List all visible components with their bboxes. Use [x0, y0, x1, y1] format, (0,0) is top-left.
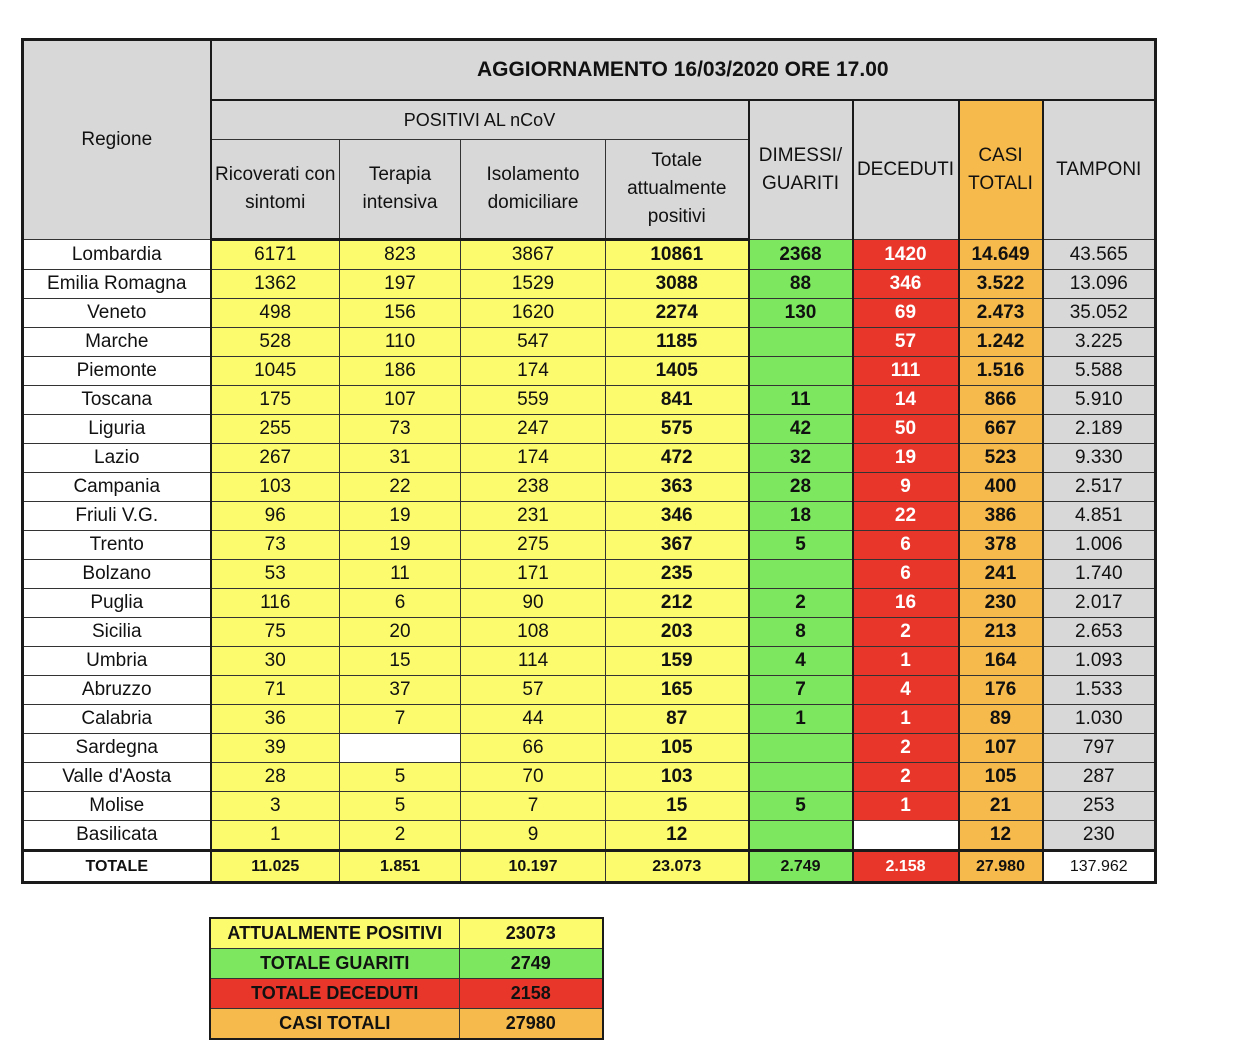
total-isolamento: 10.197 — [461, 851, 606, 883]
region-name: Marche — [23, 328, 211, 357]
isolamento-cell: 3867 — [461, 240, 606, 270]
dimessi-cell: 88 — [749, 270, 853, 299]
ricoverati-cell: 1362 — [211, 270, 340, 299]
totale-positivi-cell: 103 — [606, 763, 749, 792]
tamponi-cell: 5.910 — [1043, 386, 1156, 415]
terapia-header: Terapia intensiva — [340, 140, 461, 240]
update-title: AGGIORNAMENTO 16/03/2020 ORE 17.00 — [211, 40, 1156, 101]
ricoverati-cell: 53 — [211, 560, 340, 589]
totale-positivi-cell: 2274 — [606, 299, 749, 328]
table-row — [23, 676, 1156, 705]
deceduti-cell: 22 — [853, 502, 959, 531]
deceduti-cell — [853, 821, 959, 851]
terapia-cell: 19 — [340, 531, 461, 560]
isolamento-cell: 70 — [461, 763, 606, 792]
dimessi-cell: 7 — [749, 676, 853, 705]
summary-row-guariti — [210, 949, 603, 979]
tamponi-cell: 1.030 — [1043, 705, 1156, 734]
totals-row — [23, 851, 1156, 883]
terapia-cell: 15 — [340, 647, 461, 676]
terapia-cell: 156 — [340, 299, 461, 328]
tamponi-cell: 4.851 — [1043, 502, 1156, 531]
ricoverati-cell: 6171 — [211, 240, 340, 270]
ricoverati-cell: 3 — [211, 792, 340, 821]
tamponi-cell: 1.006 — [1043, 531, 1156, 560]
totale-positivi-cell: 105 — [606, 734, 749, 763]
dimessi-cell: 28 — [749, 473, 853, 502]
dimessi-cell — [749, 357, 853, 386]
table-row — [23, 734, 1156, 763]
terapia-cell: 20 — [340, 618, 461, 647]
region-name: Umbria — [23, 647, 211, 676]
totale-positivi-cell: 10861 — [606, 240, 749, 270]
deceduti-cell: 69 — [853, 299, 959, 328]
deceduti-cell: 4 — [853, 676, 959, 705]
ricoverati-cell: 255 — [211, 415, 340, 444]
tamponi-cell: 1.093 — [1043, 647, 1156, 676]
region-name: Veneto — [23, 299, 211, 328]
dimessi-cell: 2 — [749, 589, 853, 618]
dimessi-cell: 18 — [749, 502, 853, 531]
table-row — [23, 444, 1156, 473]
isolamento-cell: 547 — [461, 328, 606, 357]
ricoverati-cell: 96 — [211, 502, 340, 531]
table-row — [23, 240, 1156, 270]
dimessi-cell: 42 — [749, 415, 853, 444]
deceduti-cell: 57 — [853, 328, 959, 357]
totale-positivi-cell: 87 — [606, 705, 749, 734]
ricoverati-cell: 498 — [211, 299, 340, 328]
region-name: Liguria — [23, 415, 211, 444]
totale-positivi-cell: 841 — [606, 386, 749, 415]
isolamento-cell: 1529 — [461, 270, 606, 299]
ricoverati-cell: 36 — [211, 705, 340, 734]
summary-label: ATTUALMENTE POSITIVI — [210, 918, 459, 949]
covid-regional-table — [21, 38, 1157, 884]
total-ricoverati: 11.025 — [211, 851, 340, 883]
region-name: Sicilia — [23, 618, 211, 647]
deceduti-cell: 14 — [853, 386, 959, 415]
table-row — [23, 792, 1156, 821]
isolamento-cell: 9 — [461, 821, 606, 851]
table-row — [23, 647, 1156, 676]
tamponi-cell: 253 — [1043, 792, 1156, 821]
terapia-cell: 110 — [340, 328, 461, 357]
tamponi-cell: 2.189 — [1043, 415, 1156, 444]
isolamento-cell: 114 — [461, 647, 606, 676]
table-row — [23, 357, 1156, 386]
table-row — [23, 560, 1156, 589]
terapia-cell: 31 — [340, 444, 461, 473]
table-row — [23, 473, 1156, 502]
summary-table — [209, 917, 604, 1040]
terapia-cell: 107 — [340, 386, 461, 415]
casi-totali-cell: 1.516 — [959, 357, 1043, 386]
casi-totali-cell: 230 — [959, 589, 1043, 618]
ricoverati-cell: 39 — [211, 734, 340, 763]
tamponi-cell: 797 — [1043, 734, 1156, 763]
tamponi-cell: 5.588 — [1043, 357, 1156, 386]
dimessi-cell — [749, 328, 853, 357]
dimessi-cell: 4 — [749, 647, 853, 676]
region-name: Sardegna — [23, 734, 211, 763]
region-name: Puglia — [23, 589, 211, 618]
tamponi-cell: 35.052 — [1043, 299, 1156, 328]
ricoverati-cell: 30 — [211, 647, 340, 676]
terapia-cell: 5 — [340, 792, 461, 821]
summary-row-deceduti — [210, 979, 603, 1009]
casi-totali-cell: 107 — [959, 734, 1043, 763]
isolamento-cell: 174 — [461, 444, 606, 473]
isolamento-cell: 231 — [461, 502, 606, 531]
region-name: Toscana — [23, 386, 211, 415]
table-row — [23, 821, 1156, 851]
region-name: Abruzzo — [23, 676, 211, 705]
dimessi-cell: 5 — [749, 792, 853, 821]
terapia-cell: 186 — [340, 357, 461, 386]
isolamento-cell: 44 — [461, 705, 606, 734]
isolamento-header: Isolamento domiciliare — [461, 140, 606, 240]
terapia-cell: 19 — [340, 502, 461, 531]
total-tamponi: 137.962 — [1043, 851, 1156, 883]
totals-label: TOTALE — [23, 851, 211, 883]
totale-positivi-cell: 1405 — [606, 357, 749, 386]
ricoverati-cell: 103 — [211, 473, 340, 502]
deceduti-cell: 111 — [853, 357, 959, 386]
casi-totali-cell: 14.649 — [959, 240, 1043, 270]
tamponi-cell: 43.565 — [1043, 240, 1156, 270]
regione-header: Regione — [23, 40, 211, 240]
terapia-cell: 7 — [340, 705, 461, 734]
ricoverati-cell: 1045 — [211, 357, 340, 386]
isolamento-cell: 108 — [461, 618, 606, 647]
tamponi-cell: 1.740 — [1043, 560, 1156, 589]
ricoverati-cell: 267 — [211, 444, 340, 473]
totale-positivi-cell: 346 — [606, 502, 749, 531]
deceduti-cell: 16 — [853, 589, 959, 618]
region-name: Trento — [23, 531, 211, 560]
isolamento-cell: 90 — [461, 589, 606, 618]
totale-positivi-header: Totale attualmente positivi — [606, 140, 749, 240]
casi-totali-cell: 164 — [959, 647, 1043, 676]
deceduti-cell: 50 — [853, 415, 959, 444]
total-deceduti: 2.158 — [853, 851, 959, 883]
summary-value: 23073 — [459, 918, 603, 949]
casi-totali-cell: 1.242 — [959, 328, 1043, 357]
totale-positivi-cell: 575 — [606, 415, 749, 444]
deceduti-cell: 346 — [853, 270, 959, 299]
positivi-group-header: POSITIVI AL nCoV — [211, 100, 749, 140]
casi-totali-cell: 12 — [959, 821, 1043, 851]
total-dimessi: 2.749 — [749, 851, 853, 883]
isolamento-cell: 66 — [461, 734, 606, 763]
casi-totali-cell: 105 — [959, 763, 1043, 792]
table-row — [23, 705, 1156, 734]
totale-positivi-cell: 1185 — [606, 328, 749, 357]
deceduti-cell: 1 — [853, 705, 959, 734]
tamponi-cell: 2.653 — [1043, 618, 1156, 647]
tamponi-cell: 13.096 — [1043, 270, 1156, 299]
table-row — [23, 270, 1156, 299]
region-name: Basilicata — [23, 821, 211, 851]
totale-positivi-cell: 363 — [606, 473, 749, 502]
totale-positivi-cell: 12 — [606, 821, 749, 851]
terapia-cell: 2 — [340, 821, 461, 851]
table-row — [23, 763, 1156, 792]
deceduti-cell: 6 — [853, 531, 959, 560]
table-row — [23, 589, 1156, 618]
dimessi-cell: 32 — [749, 444, 853, 473]
region-name: Piemonte — [23, 357, 211, 386]
deceduti-cell: 2 — [853, 734, 959, 763]
deceduti-cell: 9 — [853, 473, 959, 502]
isolamento-cell: 171 — [461, 560, 606, 589]
dimessi-cell — [749, 821, 853, 851]
totale-positivi-cell: 367 — [606, 531, 749, 560]
totale-positivi-cell: 212 — [606, 589, 749, 618]
totale-positivi-cell: 3088 — [606, 270, 749, 299]
dimessi-cell: 1 — [749, 705, 853, 734]
terapia-cell: 823 — [340, 240, 461, 270]
summary-value: 27980 — [459, 1009, 603, 1040]
tamponi-header: TAMPONI — [1043, 100, 1156, 240]
tamponi-cell: 2.017 — [1043, 589, 1156, 618]
casi-totali-cell: 89 — [959, 705, 1043, 734]
deceduti-header: DECEDUTI — [853, 100, 959, 240]
region-name: Bolzano — [23, 560, 211, 589]
region-name: Lazio — [23, 444, 211, 473]
tamponi-cell: 287 — [1043, 763, 1156, 792]
region-name: Molise — [23, 792, 211, 821]
terapia-cell: 73 — [340, 415, 461, 444]
isolamento-cell: 57 — [461, 676, 606, 705]
isolamento-cell: 174 — [461, 357, 606, 386]
region-name: Lombardia — [23, 240, 211, 270]
ricoverati-cell: 528 — [211, 328, 340, 357]
region-name: Friuli V.G. — [23, 502, 211, 531]
isolamento-cell: 559 — [461, 386, 606, 415]
totale-positivi-cell: 159 — [606, 647, 749, 676]
summary-row-casi — [210, 1009, 603, 1040]
summary-value: 2158 — [459, 979, 603, 1009]
casi-totali-cell: 667 — [959, 415, 1043, 444]
deceduti-cell: 1 — [853, 792, 959, 821]
region-name: Valle d'Aosta — [23, 763, 211, 792]
ricoverati-cell: 71 — [211, 676, 340, 705]
tamponi-cell: 230 — [1043, 821, 1156, 851]
tamponi-cell: 3.225 — [1043, 328, 1156, 357]
casi-totali-cell: 176 — [959, 676, 1043, 705]
tamponi-cell: 9.330 — [1043, 444, 1156, 473]
region-name: Emilia Romagna — [23, 270, 211, 299]
ricoverati-cell: 175 — [211, 386, 340, 415]
totale-positivi-cell: 15 — [606, 792, 749, 821]
ricoverati-cell: 1 — [211, 821, 340, 851]
dimessi-cell — [749, 560, 853, 589]
casi-totali-cell: 523 — [959, 444, 1043, 473]
casi-totali-header: CASI TOTALI — [959, 100, 1043, 240]
deceduti-cell: 2 — [853, 763, 959, 792]
table-row — [23, 386, 1156, 415]
casi-totali-cell: 241 — [959, 560, 1043, 589]
region-name: Campania — [23, 473, 211, 502]
totale-positivi-cell: 235 — [606, 560, 749, 589]
dimessi-cell: 130 — [749, 299, 853, 328]
ricoverati-cell: 73 — [211, 531, 340, 560]
casi-totali-cell: 866 — [959, 386, 1043, 415]
deceduti-cell: 19 — [853, 444, 959, 473]
table-row — [23, 618, 1156, 647]
deceduti-cell: 6 — [853, 560, 959, 589]
deceduti-cell: 2 — [853, 618, 959, 647]
region-name: Calabria — [23, 705, 211, 734]
casi-totali-cell: 386 — [959, 502, 1043, 531]
casi-totali-cell: 2.473 — [959, 299, 1043, 328]
summary-label: CASI TOTALI — [210, 1009, 459, 1040]
isolamento-cell: 7 — [461, 792, 606, 821]
ricoverati-header: Ricoverati con sintomi — [211, 140, 340, 240]
dimessi-cell — [749, 763, 853, 792]
isolamento-cell: 247 — [461, 415, 606, 444]
ricoverati-cell: 75 — [211, 618, 340, 647]
summary-label: TOTALE DECEDUTI — [210, 979, 459, 1009]
casi-totali-cell: 378 — [959, 531, 1043, 560]
isolamento-cell: 1620 — [461, 299, 606, 328]
terapia-cell: 197 — [340, 270, 461, 299]
casi-totali-cell: 3.522 — [959, 270, 1043, 299]
tamponi-cell: 1.533 — [1043, 676, 1156, 705]
table-row — [23, 531, 1156, 560]
dimessi-cell: 8 — [749, 618, 853, 647]
terapia-cell: 11 — [340, 560, 461, 589]
terapia-cell: 6 — [340, 589, 461, 618]
dimessi-cell: 11 — [749, 386, 853, 415]
isolamento-cell: 275 — [461, 531, 606, 560]
isolamento-cell: 238 — [461, 473, 606, 502]
deceduti-cell: 1420 — [853, 240, 959, 270]
dimessi-cell: 2368 — [749, 240, 853, 270]
casi-totali-cell: 213 — [959, 618, 1043, 647]
summary-row-positivi — [210, 918, 603, 949]
totale-positivi-cell: 203 — [606, 618, 749, 647]
total-casi: 27.980 — [959, 851, 1043, 883]
table-row — [23, 299, 1156, 328]
terapia-cell: 5 — [340, 763, 461, 792]
dimessi-cell: 5 — [749, 531, 853, 560]
casi-totali-cell: 400 — [959, 473, 1043, 502]
deceduti-cell: 1 — [853, 647, 959, 676]
dimessi-cell — [749, 734, 853, 763]
dimessi-header: DIMESSI/ GUARITI — [749, 100, 853, 240]
terapia-cell: 22 — [340, 473, 461, 502]
table-row — [23, 502, 1156, 531]
totale-positivi-cell: 472 — [606, 444, 749, 473]
ricoverati-cell: 28 — [211, 763, 340, 792]
ricoverati-cell: 116 — [211, 589, 340, 618]
summary-value: 2749 — [459, 949, 603, 979]
terapia-cell — [340, 734, 461, 763]
terapia-cell: 37 — [340, 676, 461, 705]
table-row — [23, 415, 1156, 444]
total-positivi: 23.073 — [606, 851, 749, 883]
summary-label: TOTALE GUARITI — [210, 949, 459, 979]
table-row — [23, 328, 1156, 357]
casi-totali-cell: 21 — [959, 792, 1043, 821]
totale-positivi-cell: 165 — [606, 676, 749, 705]
tamponi-cell: 2.517 — [1043, 473, 1156, 502]
total-terapia: 1.851 — [340, 851, 461, 883]
